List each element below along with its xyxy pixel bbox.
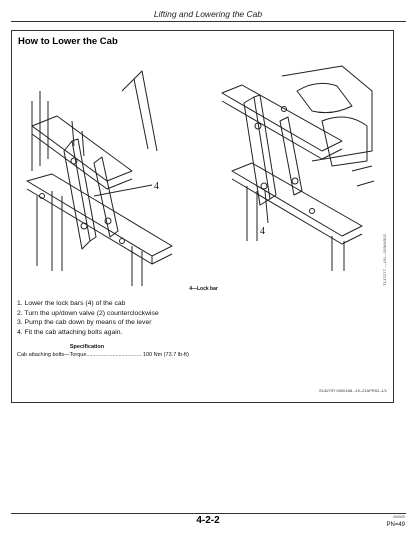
section-title: How to Lower the Cab	[18, 36, 118, 47]
step-item: 3. Pump the cab down by means of the lever	[17, 319, 152, 327]
step-item: 4. Fit the cab attaching bolts again.	[17, 328, 123, 336]
steps-list	[17, 299, 159, 337]
page-number: 4-2-2	[196, 515, 220, 526]
figure-id: T132277 —UN—05MAR02	[382, 233, 387, 286]
reference-code: EL82797,0000188 –19–21APR02–1/1	[319, 388, 387, 393]
step-item: 2. Turn the up/down valve (2) counterclockwise	[17, 309, 159, 317]
footer-code: 000000	[393, 515, 405, 519]
specification-row: Cab attaching bolts—Torque.................................... 100 Nm (73.7 lb-ft)	[17, 352, 189, 358]
footer-rule	[11, 513, 406, 514]
header-rule	[11, 21, 406, 22]
running-head: Lifting and Lowering the Cab	[153, 9, 263, 19]
callout-4-left: 4	[154, 181, 159, 192]
step-item: 1. Lower the lock bars (4) of the cab	[17, 300, 126, 307]
lock-bar-illustration	[12, 31, 395, 287]
specification-title: Specification	[69, 344, 105, 350]
content-frame	[11, 30, 394, 403]
pn-label: PN=49	[386, 522, 405, 528]
callout-4-right: 4	[260, 226, 265, 237]
figure-caption: 4—Lock bar	[189, 286, 218, 292]
